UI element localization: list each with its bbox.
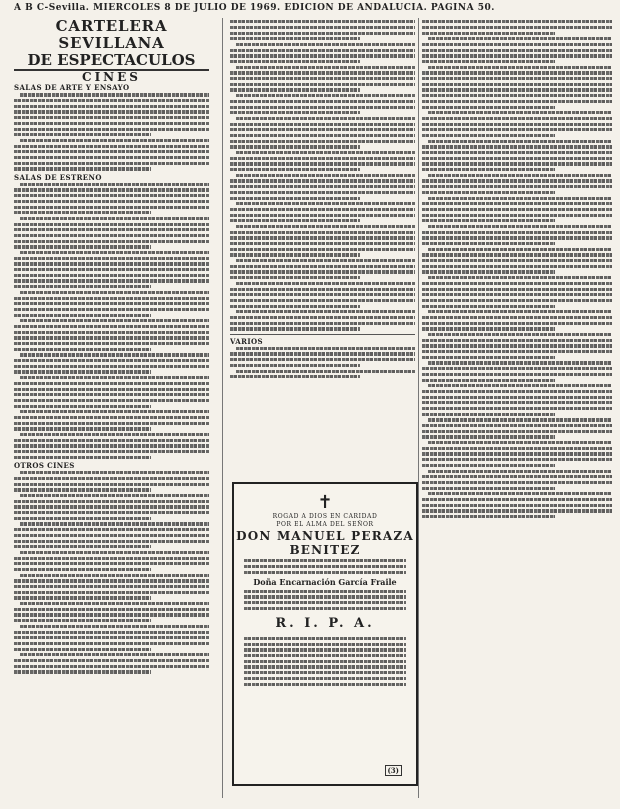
obituary-text-1 xyxy=(234,559,416,574)
text-line xyxy=(20,217,209,220)
obituary-rip: R. I. P. A. xyxy=(275,616,375,631)
text-line xyxy=(422,305,555,308)
text-line xyxy=(14,596,151,599)
text-line xyxy=(14,274,209,277)
text-line xyxy=(230,77,415,80)
text-line xyxy=(230,214,415,217)
text-line xyxy=(422,452,612,455)
middle-listings xyxy=(230,20,415,330)
text-line xyxy=(428,310,612,313)
text-line xyxy=(230,299,415,302)
text-line xyxy=(14,642,209,645)
text-line xyxy=(422,88,612,91)
text-line xyxy=(422,367,612,370)
text-line xyxy=(422,32,555,35)
text-line xyxy=(230,191,415,194)
text-line xyxy=(422,26,612,29)
text-line xyxy=(230,197,360,200)
text-line xyxy=(422,77,612,80)
text-line xyxy=(244,648,406,651)
text-line xyxy=(428,276,612,279)
text-line xyxy=(230,231,415,234)
text-line xyxy=(14,167,151,170)
text-line xyxy=(230,219,360,222)
text-line xyxy=(422,128,612,131)
text-line xyxy=(422,20,612,23)
text-line xyxy=(230,253,360,256)
text-line xyxy=(422,379,555,382)
text-line xyxy=(230,265,415,268)
text-line xyxy=(14,665,209,668)
text-line xyxy=(230,134,415,137)
text-line xyxy=(230,327,360,330)
text-line xyxy=(422,481,612,484)
text-line xyxy=(14,128,209,131)
text-line xyxy=(244,601,406,604)
text-line xyxy=(422,71,612,74)
text-line xyxy=(20,522,209,525)
text-line xyxy=(14,342,209,345)
text-line xyxy=(14,483,209,486)
text-line xyxy=(14,585,209,588)
text-line xyxy=(422,458,612,461)
text-line xyxy=(422,401,612,404)
text-line xyxy=(20,251,209,254)
obituary-wife: Doña Encarnación García Fraile xyxy=(253,576,397,587)
text-line xyxy=(230,236,415,239)
text-line xyxy=(244,643,406,646)
text-line xyxy=(236,225,415,228)
text-line xyxy=(230,293,415,296)
text-line xyxy=(428,384,612,387)
text-line xyxy=(244,654,406,657)
text-line xyxy=(428,111,612,114)
text-line xyxy=(230,49,415,52)
obituary-rogad: ROGAD A DIOS EN CARIDAD xyxy=(272,513,378,520)
text-line xyxy=(230,288,415,291)
text-line xyxy=(14,382,209,385)
text-line xyxy=(244,683,406,686)
text-line xyxy=(230,128,415,131)
section-arte-ensayo: SALAS DE ARTE Y ENSAYO xyxy=(14,83,130,93)
text-line xyxy=(14,568,151,571)
text-line xyxy=(236,347,415,350)
text-line xyxy=(422,487,555,490)
text-line xyxy=(422,396,612,399)
text-line xyxy=(14,500,209,503)
text-line xyxy=(236,310,415,313)
text-line xyxy=(14,648,151,651)
text-line xyxy=(14,150,209,153)
text-line xyxy=(422,475,612,478)
text-line xyxy=(230,270,415,273)
text-line xyxy=(14,200,209,203)
text-line xyxy=(230,32,415,35)
text-line xyxy=(428,418,612,421)
text-line xyxy=(14,257,209,260)
text-line xyxy=(422,327,555,330)
text-line xyxy=(422,191,555,194)
text-line xyxy=(230,358,415,361)
text-line xyxy=(236,117,415,120)
text-line xyxy=(244,595,406,598)
text-line xyxy=(244,637,406,640)
text-line xyxy=(14,388,209,391)
text-line xyxy=(20,625,209,628)
text-line xyxy=(230,106,415,109)
text-line xyxy=(14,405,151,408)
text-line xyxy=(14,325,209,328)
text-line xyxy=(428,197,612,200)
obituary-box xyxy=(232,482,418,786)
text-line xyxy=(14,348,151,351)
text-line xyxy=(422,43,612,46)
text-line xyxy=(230,111,360,114)
text-line xyxy=(20,494,209,497)
text-line xyxy=(422,270,555,273)
text-line xyxy=(422,83,612,86)
text-line xyxy=(428,225,612,228)
text-line xyxy=(244,590,406,593)
text-line xyxy=(422,464,555,467)
text-line xyxy=(14,245,151,248)
text-line xyxy=(14,444,209,447)
text-line xyxy=(14,262,209,265)
text-line xyxy=(230,37,360,40)
text-line xyxy=(20,551,209,554)
text-line xyxy=(20,433,209,436)
page-header: A B C-Sevilla. MIERCOLES 8 DE JULIO DE 1969. EDICION DE ANDALUCIA. PAGINA 50. xyxy=(14,3,495,13)
text-line xyxy=(422,373,612,376)
text-line xyxy=(230,248,415,251)
arte-listings xyxy=(14,93,209,170)
text-line xyxy=(236,202,415,205)
text-line xyxy=(422,162,612,165)
text-line xyxy=(14,297,209,300)
text-line xyxy=(428,470,612,473)
text-line xyxy=(422,390,612,393)
text-line xyxy=(14,336,209,339)
text-line xyxy=(14,416,209,419)
text-line xyxy=(422,435,555,438)
text-line xyxy=(14,162,209,165)
column-divider xyxy=(418,18,419,798)
text-line xyxy=(14,534,209,537)
text-line xyxy=(14,488,151,491)
text-line xyxy=(14,477,209,480)
text-line xyxy=(14,116,209,119)
text-line xyxy=(422,504,612,507)
text-line xyxy=(422,288,612,291)
text-line xyxy=(230,322,415,325)
text-line xyxy=(14,528,209,531)
text-line xyxy=(230,316,415,319)
obituary-text-3 xyxy=(234,637,416,686)
column-left xyxy=(14,18,209,803)
text-line xyxy=(230,168,360,171)
text-line xyxy=(422,106,555,109)
text-line xyxy=(230,352,415,355)
text-line xyxy=(422,134,555,137)
text-line xyxy=(14,456,151,459)
text-line xyxy=(422,299,612,302)
estreno-listings xyxy=(14,183,209,459)
obituary-name-cont: BENITEZ xyxy=(289,543,361,557)
text-line xyxy=(14,211,151,214)
text-line xyxy=(14,285,151,288)
text-line xyxy=(14,302,209,305)
text-line xyxy=(14,228,209,231)
text-line xyxy=(244,571,406,574)
section-divider xyxy=(230,334,415,335)
text-line xyxy=(422,179,612,182)
text-line xyxy=(244,665,406,668)
text-line xyxy=(230,242,415,245)
text-line xyxy=(14,636,209,639)
text-line xyxy=(20,602,209,605)
text-line xyxy=(422,322,612,325)
text-line xyxy=(14,194,209,197)
text-line xyxy=(230,157,415,160)
text-line xyxy=(422,350,612,353)
text-line xyxy=(14,613,209,616)
text-line xyxy=(14,399,209,402)
section-otros-cines: OTROS CINES xyxy=(14,460,75,470)
text-line xyxy=(422,145,612,148)
text-line xyxy=(230,208,415,211)
text-line xyxy=(14,579,209,582)
text-line xyxy=(230,71,415,74)
text-line xyxy=(422,407,612,410)
text-line xyxy=(428,441,612,444)
column-right xyxy=(422,18,612,803)
text-line xyxy=(428,361,612,364)
text-line xyxy=(422,219,555,222)
text-line xyxy=(14,659,209,662)
text-line xyxy=(230,375,360,378)
column-divider xyxy=(222,18,223,798)
text-line xyxy=(428,333,612,336)
text-line xyxy=(14,110,209,113)
obituary-text-2 xyxy=(234,590,416,610)
text-line xyxy=(14,145,209,148)
text-line xyxy=(20,376,209,379)
text-line xyxy=(422,282,612,285)
text-line xyxy=(422,316,612,319)
text-line xyxy=(14,591,209,594)
text-line xyxy=(422,54,612,57)
text-line xyxy=(20,291,209,294)
text-line xyxy=(236,282,415,285)
text-line xyxy=(230,162,415,165)
text-line xyxy=(422,60,555,63)
text-line xyxy=(230,276,360,279)
obituary-number: (3) xyxy=(385,765,403,776)
text-line xyxy=(230,54,415,57)
text-line xyxy=(20,183,209,186)
text-line xyxy=(422,100,612,103)
text-line xyxy=(20,410,209,413)
text-line xyxy=(236,94,415,97)
text-line xyxy=(230,305,360,308)
text-line xyxy=(14,505,209,508)
cartelera-subtitle: DE ESPECTACULOS xyxy=(14,52,209,71)
text-line xyxy=(14,540,209,543)
text-line xyxy=(230,145,360,148)
text-line xyxy=(422,157,612,160)
text-line xyxy=(422,236,612,239)
text-line xyxy=(422,202,612,205)
text-line xyxy=(422,117,612,120)
text-line xyxy=(230,88,360,91)
section-estreno: SALAS DE ESTRENO xyxy=(14,172,102,182)
obituary-alma: POR EL ALMA DEL SEÑOR xyxy=(276,521,374,528)
text-line xyxy=(230,60,360,63)
text-line xyxy=(14,439,209,442)
text-line xyxy=(20,471,209,474)
text-line xyxy=(14,450,209,453)
text-line xyxy=(244,660,406,663)
text-line xyxy=(14,370,151,373)
text-line xyxy=(422,356,555,359)
text-line xyxy=(244,565,406,568)
text-line xyxy=(428,174,612,177)
text-line xyxy=(14,619,151,622)
text-line xyxy=(14,365,209,368)
text-line xyxy=(14,268,209,271)
text-line xyxy=(422,231,612,234)
text-line xyxy=(14,314,151,317)
text-line xyxy=(236,370,415,373)
text-line xyxy=(428,140,612,143)
text-line xyxy=(236,174,415,177)
text-line xyxy=(14,188,209,191)
text-line xyxy=(422,447,612,450)
text-line xyxy=(422,515,555,518)
text-line xyxy=(422,430,612,433)
text-line xyxy=(422,339,612,342)
text-line xyxy=(14,422,209,425)
text-line xyxy=(422,168,555,171)
text-line xyxy=(422,242,555,245)
text-line xyxy=(230,100,415,103)
otros-listings xyxy=(14,471,209,673)
text-line xyxy=(20,574,209,577)
text-line xyxy=(14,517,151,520)
text-line xyxy=(244,607,406,610)
section-varios: VARIOS xyxy=(230,336,263,346)
text-line xyxy=(20,319,209,322)
text-line xyxy=(422,185,612,188)
text-line xyxy=(422,259,612,262)
text-line xyxy=(422,214,612,217)
text-line xyxy=(14,670,151,673)
text-line xyxy=(20,653,209,656)
text-line xyxy=(14,105,209,108)
text-line xyxy=(20,139,209,142)
text-line xyxy=(422,265,612,268)
obituary-name: DON MANUEL PERAZA xyxy=(236,529,414,543)
text-line xyxy=(14,122,209,125)
text-line xyxy=(236,151,415,154)
text-line xyxy=(14,308,209,311)
text-line xyxy=(14,331,209,334)
text-line xyxy=(14,234,209,237)
text-line xyxy=(422,424,612,427)
text-line xyxy=(230,140,415,143)
cartelera-title: CARTELERA SEVILLANA xyxy=(55,18,168,52)
text-line xyxy=(428,66,612,69)
text-line xyxy=(14,557,209,560)
text-line xyxy=(428,37,612,40)
text-line xyxy=(422,123,612,126)
text-line xyxy=(14,393,209,396)
text-line xyxy=(422,413,555,416)
text-line xyxy=(236,43,415,46)
right-listings xyxy=(422,20,612,518)
text-line xyxy=(230,83,415,86)
text-line xyxy=(14,511,209,514)
cross-icon: ✝ xyxy=(317,492,333,513)
cines-heading: CINES xyxy=(82,70,141,84)
text-line xyxy=(14,223,209,226)
text-line xyxy=(20,353,209,356)
text-line xyxy=(236,259,415,262)
text-line xyxy=(422,94,612,97)
text-line xyxy=(422,344,612,347)
text-line xyxy=(230,179,415,182)
text-line xyxy=(422,509,612,512)
text-line xyxy=(422,208,612,211)
text-line xyxy=(236,66,415,69)
text-line xyxy=(422,253,612,256)
text-line xyxy=(428,492,612,495)
text-line xyxy=(422,498,612,501)
text-line xyxy=(230,364,360,367)
text-line xyxy=(422,293,612,296)
text-line xyxy=(14,279,209,282)
text-line xyxy=(14,133,151,136)
text-line xyxy=(428,248,612,251)
text-line xyxy=(14,545,151,548)
text-line xyxy=(230,123,415,126)
text-line xyxy=(422,49,612,52)
text-line xyxy=(14,427,151,430)
text-line xyxy=(244,559,406,562)
text-line xyxy=(230,20,415,23)
varios-listings xyxy=(230,347,415,379)
text-line xyxy=(14,562,209,565)
text-line xyxy=(244,671,406,674)
text-line xyxy=(422,151,612,154)
text-line xyxy=(14,156,209,159)
text-line xyxy=(20,93,209,96)
text-line xyxy=(244,677,406,680)
text-line xyxy=(14,99,209,102)
text-line xyxy=(230,185,415,188)
text-line xyxy=(14,206,209,209)
text-line xyxy=(14,631,209,634)
text-line xyxy=(14,359,209,362)
text-line xyxy=(230,26,415,29)
text-line xyxy=(14,240,209,243)
text-line xyxy=(14,608,209,611)
